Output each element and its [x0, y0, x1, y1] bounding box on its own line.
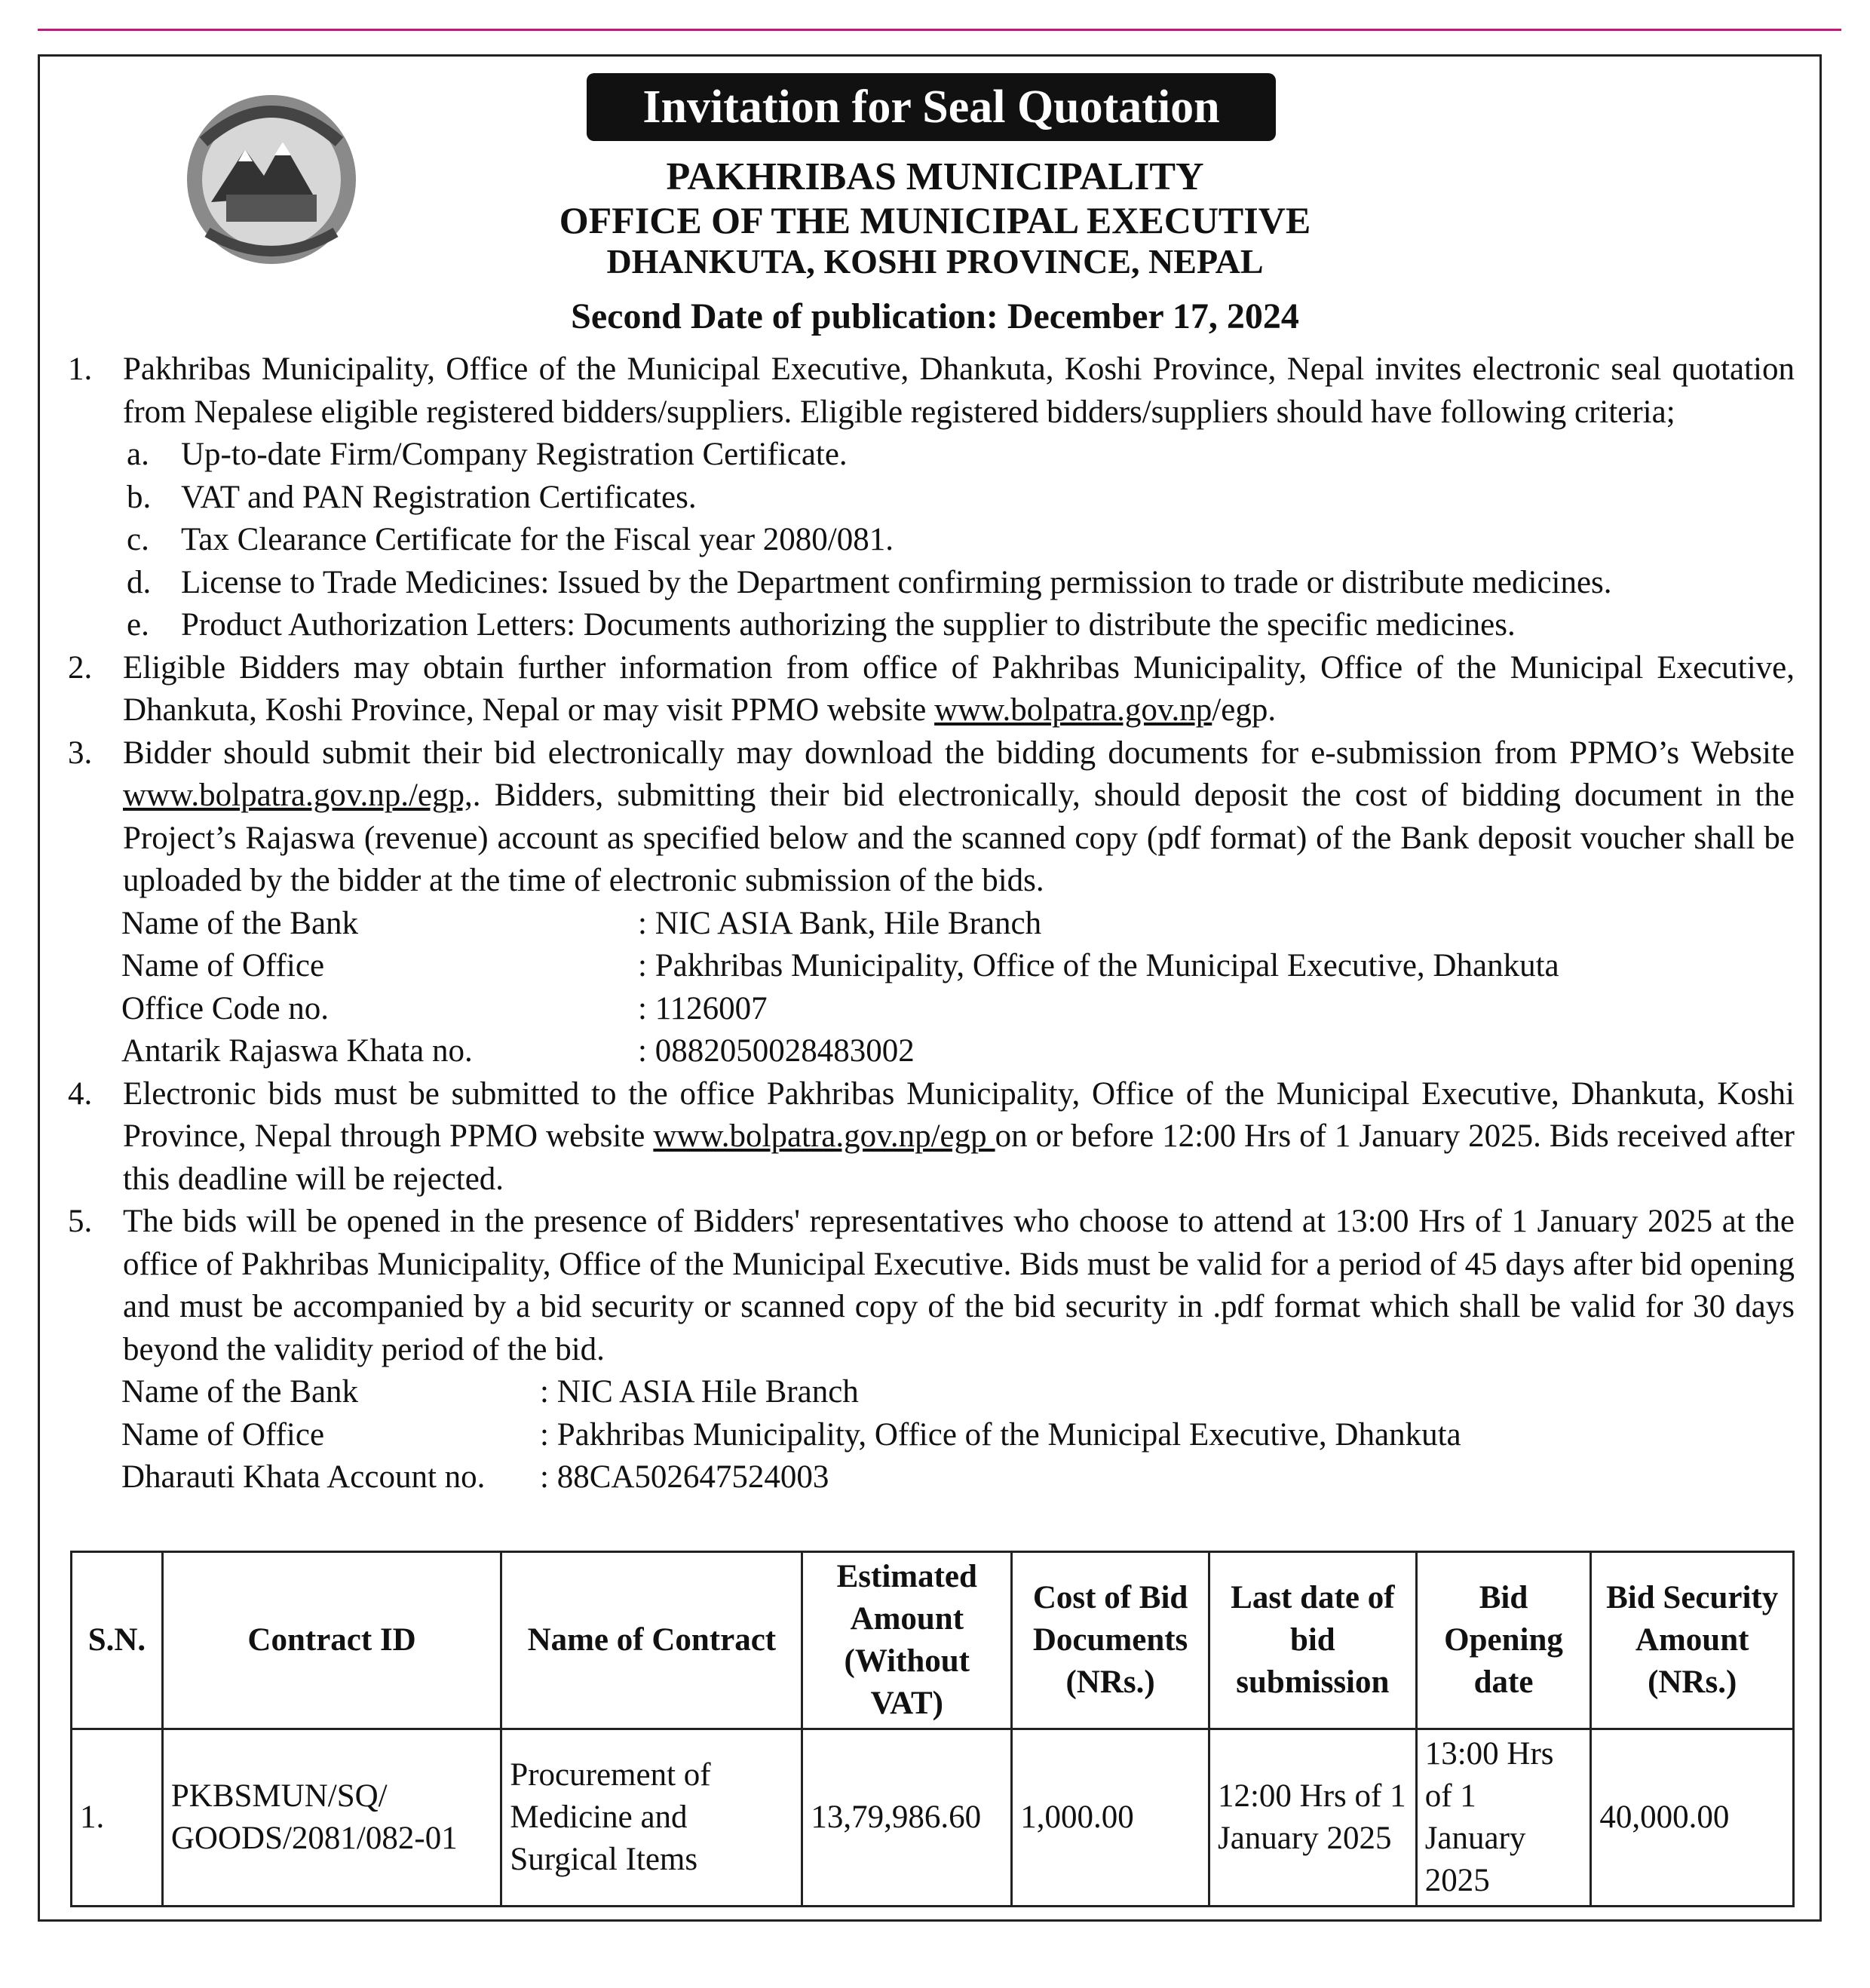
office-location: DHANKUTA, KOSHI PROVINCE, NEPAL	[606, 242, 1264, 281]
ppmo-link[interactable]: www.bolpatra.gov.np	[934, 692, 1212, 728]
table-cell: PKBSMUN/SQ/ GOODS/2081/082-01	[162, 1729, 501, 1907]
account-row: Office Code no. : 1126007	[121, 990, 768, 1026]
list-item: 4. Electronic bids must be submitted to the office Pakhribas Municipality, Office of the Municipal Executive, Dhankuta, Koshi Province, Nepal through PPMO website www.bolpatra.gov.np/egp on or before 12:00 Hrs of 1 January 2025. Bids received after this deadline will be rejected.	[68, 1075, 1795, 1197]
table-cell: 40,000.00	[1591, 1729, 1794, 1907]
criteria-item: b. VAT and PAN Registration Certificates.	[127, 479, 697, 515]
account-row: Antarik Rajaswa Khata no. : 0882050028483002	[121, 1033, 915, 1069]
list-item: 1. Pakhribas Municipality, Office of the Municipal Executive, Dhankuta, Koshi Province, Nepal invites electronic seal quotation from Nepalese eligible registered bidders/suppliers. Eligible registered bidders/suppliers should have following criteria;	[68, 351, 1795, 430]
column-header: S.N.	[72, 1552, 163, 1729]
municipality-name: PAKHRIBAS MUNICIPALITY	[666, 155, 1204, 198]
notice-body	[68, 348, 1795, 1499]
ppmo-link[interactable]: www.bolpatra.gov.np/egp	[653, 1118, 995, 1154]
criteria-item: a. Up-to-date Firm/Company Registration Certificate.	[127, 437, 848, 472]
account-row: Dharauti Khata Account no. : 88CA502647524003	[121, 1459, 829, 1495]
list-item: 5. The bids will be opened in the presence of Bidders' representatives who choose to attend at 13:00 Hrs of 1 January 2025 at the office of Pakhribas Municipality, Office of the Municipal Executive. Bids must be valid for a period of 45 days after bid opening and must be accompanied by a bid security or scanned copy of the bid security in .pdf format which shall be valid for 30 days beyond the validity period of the bid.	[68, 1204, 1795, 1367]
column-header: Bid Security Amount (NRs.)	[1591, 1552, 1794, 1729]
table-row	[72, 1729, 1794, 1907]
criteria-item: c. Tax Clearance Certificate for the Fiscal year 2080/081.	[127, 522, 894, 557]
column-header: Name of Contract	[501, 1552, 802, 1729]
table-cell: 13,79,986.60	[802, 1729, 1012, 1907]
table-cell: 1,000.00	[1012, 1729, 1209, 1907]
table-cell: Procurement of Medicine and Surgical Items	[501, 1729, 802, 1907]
list-item: 3. Bidder should submit their bid electronically may download the bidding documents for e-submission from PPMO’s Website www.bolpatra.gov.np./egp,. Bidders, submitting their bid electronically, should deposit the cost of bidding document in the Project’s Rajaswa (revenue) account as specified below and the scanned copy (pdf format) of the Bank deposit voucher shall be uploaded by the bidder at the time of electronic submission of the bids.	[68, 735, 1795, 898]
account-row: Name of Office : Pakhribas Municipality, Office of the Municipal Executive, Dhankuta	[121, 948, 1559, 983]
table-cell: 13:00 Hrs of 1 January 2025	[1416, 1729, 1591, 1907]
column-header: Cost of Bid Documents (NRs.)	[1012, 1552, 1209, 1729]
office-name: OFFICE OF THE MUNICIPAL EXECUTIVE	[559, 199, 1311, 241]
account-row: Name of Office : Pakhribas Municipality, Office of the Municipal Executive, Dhankuta	[121, 1416, 1461, 1453]
column-header: Bid Opening date	[1416, 1552, 1591, 1729]
table-cell: 12:00 Hrs of 1 January 2025	[1209, 1729, 1416, 1907]
criteria-item: e. Product Authorization Letters: Documents authorizing the supplier to distribute the specific medicines.	[127, 607, 1516, 643]
account-row: Name of the Bank : NIC ASIA Hile Branch	[121, 1374, 859, 1410]
column-header: Last date of bid submission	[1209, 1552, 1416, 1729]
account-row: Name of the Bank : NIC ASIA Bank, Hile Branch	[121, 905, 1042, 941]
contract-table	[70, 1551, 1795, 1907]
top-rule	[38, 29, 1841, 31]
ppmo-link[interactable]: www.bolpatra.gov.np./egp,	[123, 778, 473, 813]
notice-title: Invitation for Seal Quotation	[587, 73, 1276, 141]
column-header: Estimated Amount (Without VAT)	[802, 1552, 1012, 1729]
criteria-item: d. License to Trade Medicines: Issued by the Department confirming permission to trade or distribute medicines.	[127, 564, 1612, 600]
table-cell: 1.	[72, 1729, 163, 1907]
table-header-row	[72, 1552, 1794, 1729]
column-header: Contract ID	[162, 1552, 501, 1729]
list-item: 2. Eligible Bidders may obtain further information from office of Pakhribas Municipality, Office of the Municipal Executive, Dhankuta, Koshi Province, Nepal or may visit PPMO website www.bolpatra.gov.np/egp.	[68, 649, 1795, 728]
publication-date: Second Date of publication: December 17, 2024	[571, 296, 1299, 336]
